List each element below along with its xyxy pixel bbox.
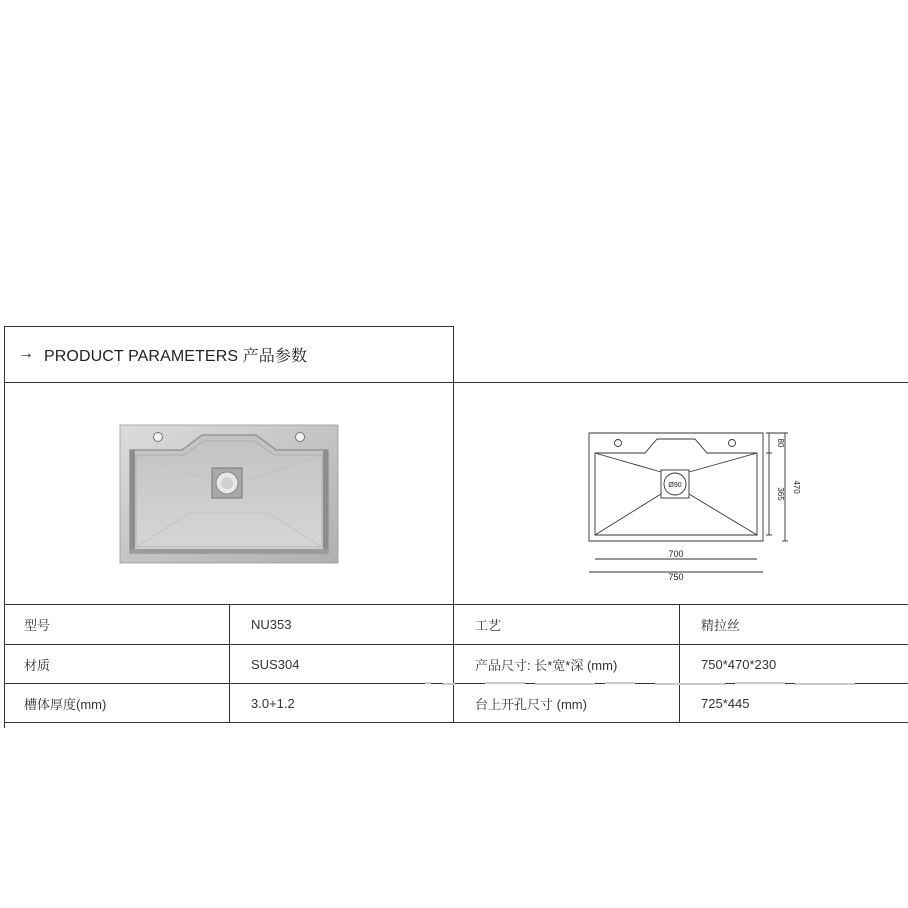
drain-diameter-label: Ø90 <box>668 482 682 489</box>
spec-value-model: NU353 <box>251 617 292 632</box>
section-title: PRODUCT PARAMETERS 产品参数 <box>44 347 308 365</box>
spec-value-thickness: 3.0+1.2 <box>251 695 295 711</box>
dim-total-width: 750 <box>668 572 684 582</box>
table-left-border <box>4 326 5 728</box>
spec-label-cutout: 台上开孔尺寸 (mm) <box>475 696 587 712</box>
header-bottom-border <box>4 382 908 383</box>
spec-label-size: 产品尺寸: 长*宽*深 (mm) <box>475 657 618 673</box>
dim-top: 80 <box>776 438 785 448</box>
image-row-bottom-border <box>4 604 908 605</box>
dim-total-height: 470 <box>792 480 801 494</box>
col1-divider <box>229 604 230 723</box>
arrow-right-icon: → <box>18 345 34 362</box>
spec-value-material: SUS304 <box>251 656 300 672</box>
dim-inner-width: 700 <box>668 549 684 559</box>
spec-value-size: 750*470*230 <box>701 656 777 672</box>
section-header <box>4 326 454 382</box>
spec-label-model: 型号 <box>24 618 51 633</box>
spec-value-cutout: 725*445 <box>701 695 750 711</box>
spec-label-thickness: 槽体厚度(mm) <box>24 696 107 712</box>
spec-value-craft: 精拉丝 <box>701 618 741 633</box>
col3-divider <box>679 604 680 723</box>
sink-photo <box>120 425 338 563</box>
spec-label-craft: 工艺 <box>475 618 502 633</box>
sink-technical-drawing <box>585 428 800 582</box>
dim-inner-height: 365 <box>776 487 785 501</box>
center-divider <box>453 326 454 723</box>
spec-label-material: 材质 <box>24 657 51 673</box>
row3-bottom-border <box>4 722 908 723</box>
scan-artifact <box>425 681 875 687</box>
